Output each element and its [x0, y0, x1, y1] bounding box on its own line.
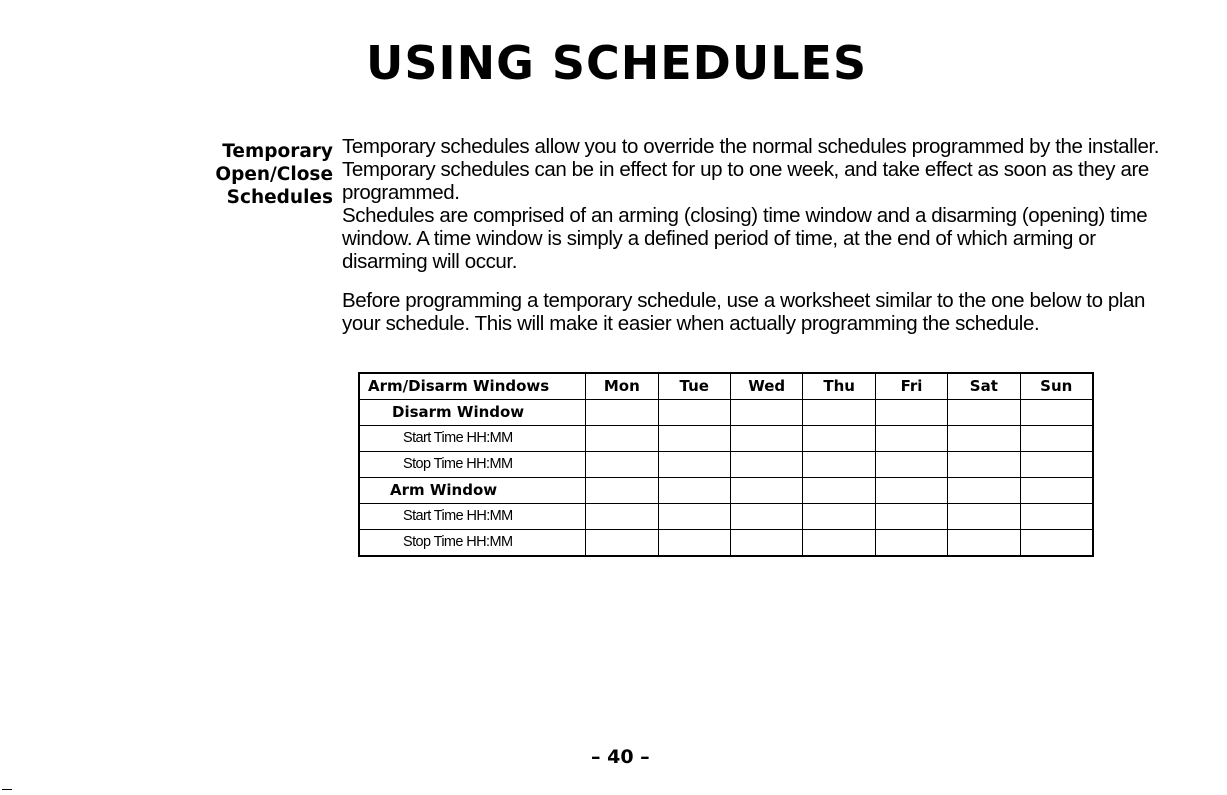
page-number: – 40 –	[591, 746, 650, 768]
column-header-windows: Arm/Disarm Windows	[359, 373, 586, 400]
page-title: USING SCHEDULES	[366, 36, 868, 90]
table-cell	[948, 530, 1020, 557]
table-cell	[948, 504, 1020, 530]
section-heading-line: Temporary	[222, 141, 333, 162]
table-cell	[1020, 530, 1093, 557]
table-cell	[803, 400, 875, 426]
table-cell	[948, 478, 1020, 504]
column-header-day: Tue	[658, 373, 730, 400]
table-cell	[1020, 452, 1093, 478]
column-header-day: Thu	[803, 373, 875, 400]
column-header-day: Mon	[586, 373, 658, 400]
row-label: Start Time HH:MM	[359, 426, 586, 452]
table-cell	[586, 478, 658, 504]
table-cell	[948, 400, 1020, 426]
column-header-day: Sat	[948, 373, 1020, 400]
table-row	[359, 426, 1093, 452]
section-heading-line: Open/Close	[215, 164, 333, 185]
table-cell	[803, 530, 875, 557]
table-cell	[586, 530, 658, 557]
row-label: Arm Window	[359, 478, 586, 504]
table-cell	[586, 504, 658, 530]
table-cell	[658, 478, 730, 504]
table-row	[359, 504, 1093, 530]
table-cell	[730, 530, 802, 557]
table-cell	[803, 452, 875, 478]
table-header-row	[359, 373, 1093, 400]
table-cell	[586, 426, 658, 452]
table-row	[359, 452, 1093, 478]
column-header-day: Wed	[730, 373, 802, 400]
table-cell	[658, 400, 730, 426]
paragraph-temporary-schedules: Temporary schedules allow you to override the normal schedules programmed by the installer. Temporary schedules can be in effect for up to one week, and take effect as soon as they are programmed.	[342, 135, 1160, 204]
table-cell	[658, 452, 730, 478]
table-cell	[948, 426, 1020, 452]
table-cell	[875, 478, 947, 504]
section-heading-line: Schedules	[226, 187, 333, 208]
row-label: Disarm Window	[359, 400, 586, 426]
table-cell	[1020, 400, 1093, 426]
table-cell	[1020, 504, 1093, 530]
paragraph-worksheet-intro: Before programming a temporary schedule, use a worksheet similar to the one below to plan your schedule. This will make it easier when actually programming the schedule.	[342, 289, 1146, 335]
table-cell	[586, 400, 658, 426]
table-row	[359, 530, 1093, 557]
table-cell	[730, 426, 802, 452]
table-cell	[875, 530, 947, 557]
table-cell	[875, 426, 947, 452]
table-cell	[730, 504, 802, 530]
table-cell	[658, 426, 730, 452]
table-cell	[875, 504, 947, 530]
table-cell	[730, 400, 802, 426]
schedule-worksheet-table	[358, 372, 1094, 557]
table-cell	[803, 426, 875, 452]
scan-mark	[2, 789, 12, 790]
table-row	[359, 400, 1093, 426]
table-cell	[730, 478, 802, 504]
table-cell	[875, 452, 947, 478]
table-cell	[1020, 426, 1093, 452]
table-cell	[658, 530, 730, 557]
table-cell	[875, 400, 947, 426]
row-label: Stop Time HH:MM	[359, 452, 586, 478]
table-cell	[586, 452, 658, 478]
column-header-day: Sun	[1020, 373, 1093, 400]
table-cell	[658, 504, 730, 530]
table-cell	[1020, 478, 1093, 504]
paragraph-schedule-windows: Schedules are comprised of an arming (closing) time window and a disarming (opening) time window. A time window is simply a defined period of time, at the end of which arming or disarming will occur.	[342, 204, 1148, 273]
section-heading	[215, 140, 333, 209]
row-label: Start Time HH:MM	[359, 504, 586, 530]
table-cell	[730, 452, 802, 478]
table-cell	[803, 478, 875, 504]
row-label: Stop Time HH:MM	[359, 530, 586, 557]
table-cell	[948, 452, 1020, 478]
table-cell	[803, 504, 875, 530]
table-row	[359, 478, 1093, 504]
column-header-day: Fri	[875, 373, 947, 400]
